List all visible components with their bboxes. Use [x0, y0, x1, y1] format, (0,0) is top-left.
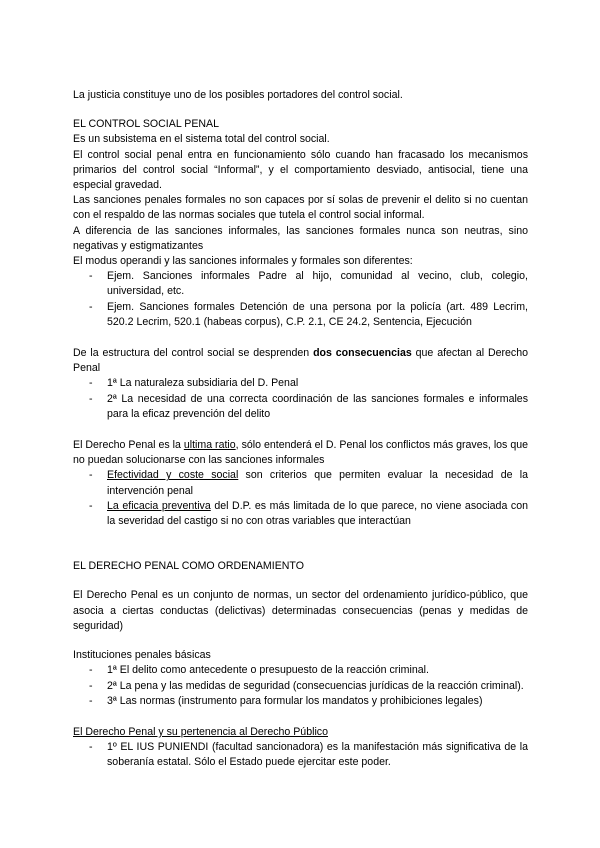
section-heading-control-social-penal: EL CONTROL SOCIAL PENAL — [73, 118, 219, 131]
paragraph: Instituciones penales básicas — [73, 649, 211, 662]
list-ius-puniendi — [73, 740, 528, 770]
list-item: - 1ª La naturaleza subsidiaria del D. Penal — [89, 377, 299, 390]
list-criterios — [73, 468, 528, 529]
paragraph: Las sanciones penales formales no son capaces por sí solas de prevenir el delito si no cuentan con el respaldo de las normas sociales que tutela el control social informal. — [73, 194, 528, 222]
underlined-text: ultima ratio — [183, 439, 236, 452]
paragraph-consecuencias: De la estructura del control social se desprenden dos consecuencias que afectan al Derecho Penal — [73, 347, 528, 375]
paragraph: El Derecho Penal es un conjunto de normas, un sector del ordenamiento jurídico-público, que asocia a ciertas conductas (delictivas) determinadas consecuencias (penas y medidas de seguridad) — [73, 589, 528, 632]
list-instituciones — [73, 663, 528, 709]
document-page — [73, 88, 528, 771]
section-heading-derecho-penal-ordenamiento: EL DERECHO PENAL COMO ORDENAMIENTO — [73, 560, 304, 573]
list-item: - Ejem. Sanciones informales Padre al hijo, comunidad al vecino, club, colegio, universidad, etc. — [89, 270, 528, 298]
list-item: - Efectividad y coste social son criterios que permiten evaluar la necesidad de la intervención penal — [89, 469, 528, 497]
list-item: - 1ª El delito como antecedente o presupuesto de la reacción criminal. — [89, 664, 429, 677]
list-sanciones — [73, 269, 528, 330]
list-item: - 2ª La necesidad de una correcta coordinación de las sanciones formales e informales para la eficaz prevención del delito — [89, 392, 528, 420]
bold-text: dos consecuencias — [313, 347, 412, 360]
paragraph: El modus operandi y las sanciones informales y formales son diferentes: — [73, 255, 413, 268]
subheading-derecho-publico: El Derecho Penal y su pertenencia al Derecho Público — [73, 725, 328, 738]
paragraph-ultima-ratio: El Derecho Penal es la ultima ratio, sólo entenderá el D. Penal los conflictos más graves, los que no puedan solucionarse con las sanciones informales — [73, 439, 528, 467]
list-item: - 2ª La pena y las medidas de seguridad (consecuencias jurídicas de la reacción criminal). — [89, 679, 524, 692]
paragraph: A diferencia de las sanciones informales, las sanciones formales nunca son neutras, sino negativas y estigmatizantes — [73, 224, 528, 252]
list-consecuencias — [73, 376, 528, 422]
list-item: - Ejem. Sanciones formales Detención de una persona por la policía (art. 489 Lecrim, 520.2 Lecrim, 520.1 (habeas corpus), C.P. 2.1, CE 24.2, Sentencia, Ejecución — [89, 300, 528, 328]
list-item: - 1º EL IUS PUNIENDI (facultad sancionadora) es la manifestación más significativa de la soberanía estatal. Sólo el Estado puede ejercitar este poder. — [89, 741, 528, 769]
list-item: - 3ª Las normas (instrumento para formular los mandatos y prohibiciones legales) — [89, 694, 483, 707]
paragraph: El control social penal entra en funcionamiento sólo cuando han fracasado los mecanismos primarios del control social “Informal”, y el comportamiento desviado, antisocial, tiene una especial gravedad. — [73, 148, 528, 192]
list-item: - La eficacia preventiva del D.P. es más limitada de lo que parece, no viene asociada con la severidad del castigo si no con otras variables que interactúan — [89, 499, 529, 528]
paragraph: Es un subsistema en el sistema total del control social. — [73, 133, 330, 146]
intro-paragraph: La justicia constituye uno de los posibles portadores del control social. — [73, 89, 403, 101]
